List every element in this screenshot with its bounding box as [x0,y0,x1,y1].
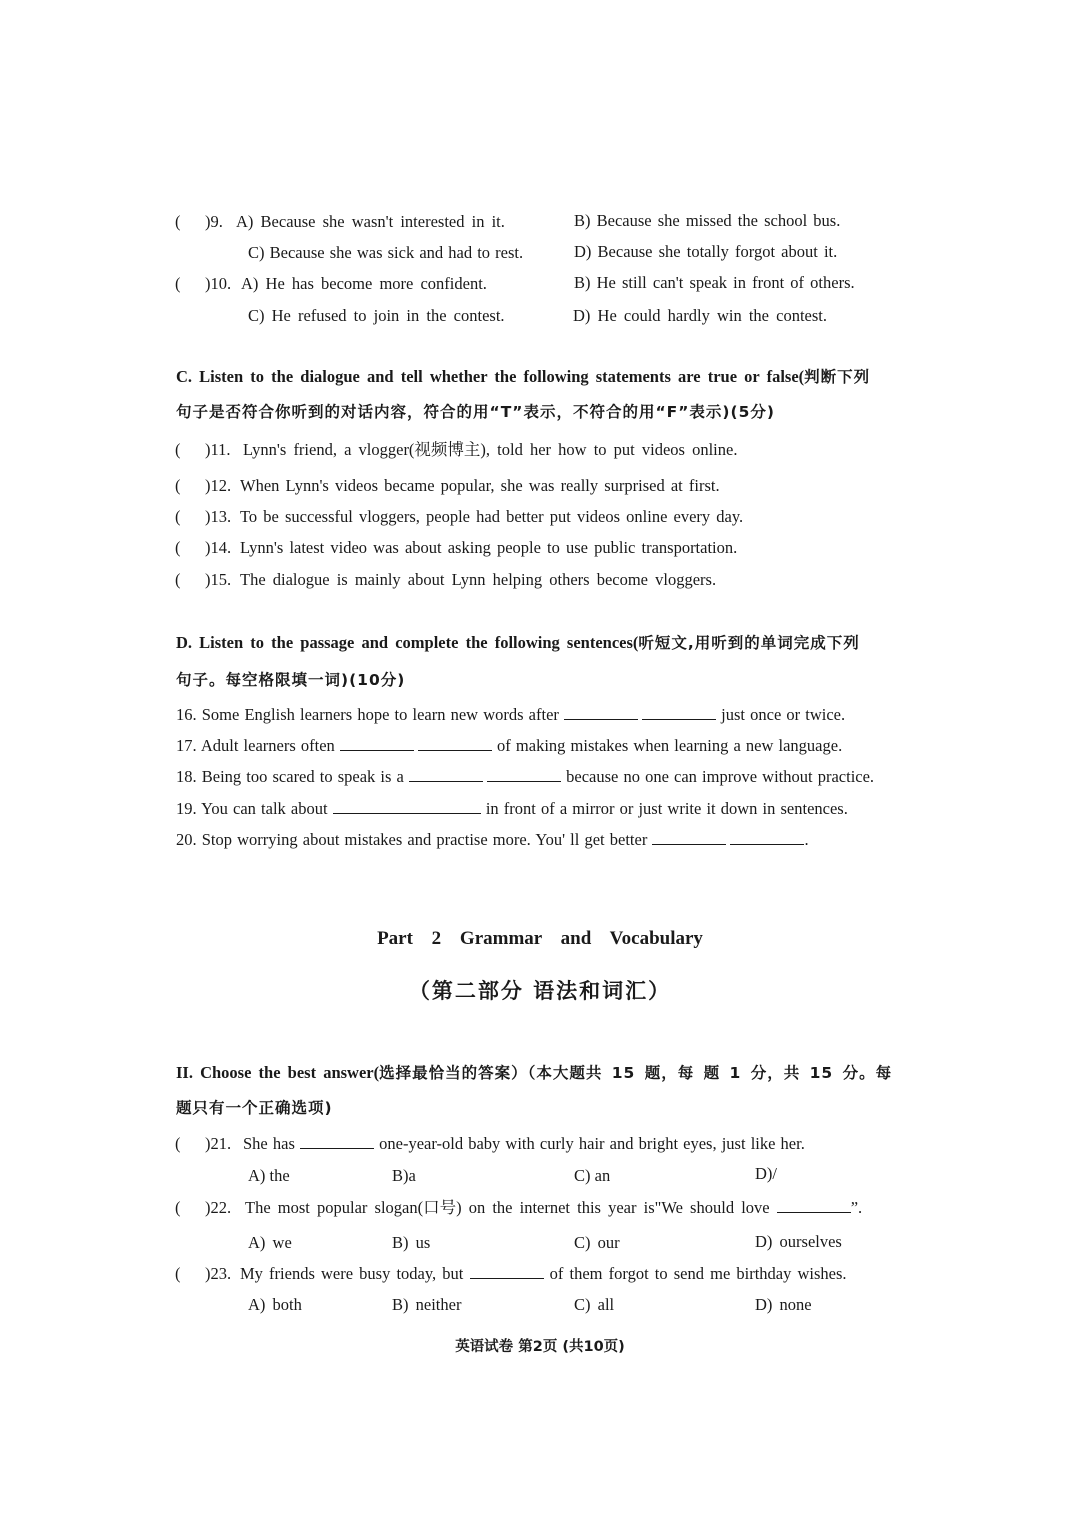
statement-text: To be successful vloggers, people had better put videos online every day. [240,507,744,526]
statement-text: When Lynn's videos became popular, she was really surprised at first. [240,476,720,495]
statement-text: The dialogue is mainly about Lynn helping others become vloggers. [240,570,717,589]
answer-blank[interactable] [300,1133,374,1149]
question-number: )12. [205,476,232,495]
question-number: )11. [205,440,231,459]
stem-post: one-year-old baby with curly hair and bright eyes, just like her. [379,1134,805,1153]
question-number: )21. [205,1134,232,1153]
option-c: C) He refused to join in the contest. [248,306,505,325]
answer-blank[interactable] [777,1197,851,1213]
statement-text: Lynn's friend, a vlogger(视频博主), told her how to put videos online. [243,440,738,459]
option-a: A) we [248,1233,292,1252]
sentence-20 [176,829,809,851]
answer-paren: ( [175,476,181,495]
heading-cn: 判断下列 [804,368,871,386]
heading-cn: 听短文,用听到的单词完成下列 [638,634,860,652]
sentence-pre: 20. Stop worrying about mistakes and practise more. You' ll get better [176,830,648,849]
answer-paren: ( [175,1264,181,1283]
answer-blank[interactable] [333,798,407,814]
question-stem [240,1263,847,1285]
answer-blank[interactable] [407,798,481,814]
sentence-post: . [804,830,809,849]
question-number: )10. [205,274,232,293]
sentence-post: just once or twice. [721,705,846,724]
option-b: B) neither [392,1295,462,1314]
question-number: )23. [205,1264,232,1283]
heading-cn: 选择最恰当的答案）（本大题共 15 题，每 题 1 分，共 15 分。每 [379,1064,893,1082]
sentence-16 [176,704,845,726]
answer-paren: ( [175,570,181,589]
sentence-pre: 16. Some English learners hope to learn new words after [176,705,559,724]
answer-blank[interactable] [564,704,638,720]
stem-pre: My friends were busy today, but [240,1264,464,1283]
option-c: C) all [574,1295,615,1314]
question-number: )22. [205,1198,232,1217]
sentence-17 [176,735,842,757]
answer-blank[interactable] [487,766,561,782]
heading-en: II. Choose the best answer( [176,1063,380,1082]
option-b: B) He still can't speak in front of others. [574,273,855,292]
heading-cn-line2: 句子是否符合你听到的对话内容，符合的用“T”表示，不符合的用“F”表示)(5分) [176,403,775,421]
question-number: )14. [205,538,232,557]
answer-paren: ( [175,507,181,526]
option-a: A) He has become more confident. [241,274,487,293]
answer-paren: ( [175,274,181,293]
answer-blank[interactable] [418,735,492,751]
heading-en: C. Listen to the dialogue and tell whether the following statements are true or false( [176,367,805,386]
page-footer: 英语试卷 第2页 (共10页) [455,1339,625,1355]
section-heading [176,366,870,388]
sentence-post: because no one can improve without practice. [566,767,875,786]
option-d: D) Because she totally forgot about it. [574,242,838,261]
answer-paren: ( [175,538,181,557]
question-stem [243,1133,805,1155]
stem-pre: The most popular slogan(口号) on the internet this year is"We should love [245,1198,770,1217]
sentence-post: in front of a mirror or just write it down in sentences. [485,799,848,818]
sentence-18 [176,766,874,788]
question-number: )15. [205,570,232,589]
stem-pre: She has [243,1134,295,1153]
heading-en: D. Listen to the passage and complete the following sentences( [176,633,639,652]
option-c: C) an [574,1166,611,1185]
heading-cn-line2: 句子。每空格限填一词)(10分) [176,671,406,689]
answer-blank[interactable] [470,1263,544,1279]
answer-blank[interactable] [642,704,716,720]
option-b: B) us [392,1233,431,1252]
answer-paren: ( [175,1134,181,1153]
option-d: D) He could hardly win the contest. [573,306,827,325]
sentence-19 [176,798,848,820]
answer-blank[interactable] [409,766,483,782]
answer-paren: ( [175,212,181,231]
answer-blank[interactable] [730,829,804,845]
section-heading [176,1062,892,1084]
sentence-post: of making mistakes when learning a new language. [497,736,843,755]
sentence-pre: 18. Being too scared to speak is a [176,767,404,786]
question-number: )13. [205,507,232,526]
answer-paren: ( [175,1198,181,1217]
option-d: D) none [755,1295,812,1314]
sentence-pre: 17. Adult learners often [176,736,335,755]
answer-blank[interactable] [340,735,414,751]
section-heading [176,632,860,654]
option-c: C) our [574,1233,620,1252]
answer-paren: ( [175,440,181,459]
stem-post: ”. [850,1198,863,1217]
stem-post: of them forgot to send me birthday wishes. [549,1264,847,1283]
option-a: A) Because she wasn't interested in it. [236,212,505,231]
part-subtitle: （第二部分 语法和词汇） [408,979,672,1003]
question-number: )9. [205,212,223,231]
sentence-pre: 19. You can talk about [176,799,328,818]
option-a: A) the [248,1166,290,1185]
option-c: C) Because she was sick and had to rest. [248,243,524,262]
option-a: A) both [248,1295,302,1314]
option-b: B)a [392,1166,416,1185]
option-d: D)/ [755,1164,777,1183]
answer-blank[interactable] [652,829,726,845]
question-stem [245,1197,862,1219]
option-d: D) ourselves [755,1232,842,1251]
statement-text: Lynn's latest video was about asking people to use public transportation. [240,538,738,557]
heading-cn-line2: 题只有一个正确选项) [176,1099,333,1117]
part-title: Part 2 Grammar and Vocabulary [377,928,703,949]
option-b: B) Because she missed the school bus. [574,211,841,230]
